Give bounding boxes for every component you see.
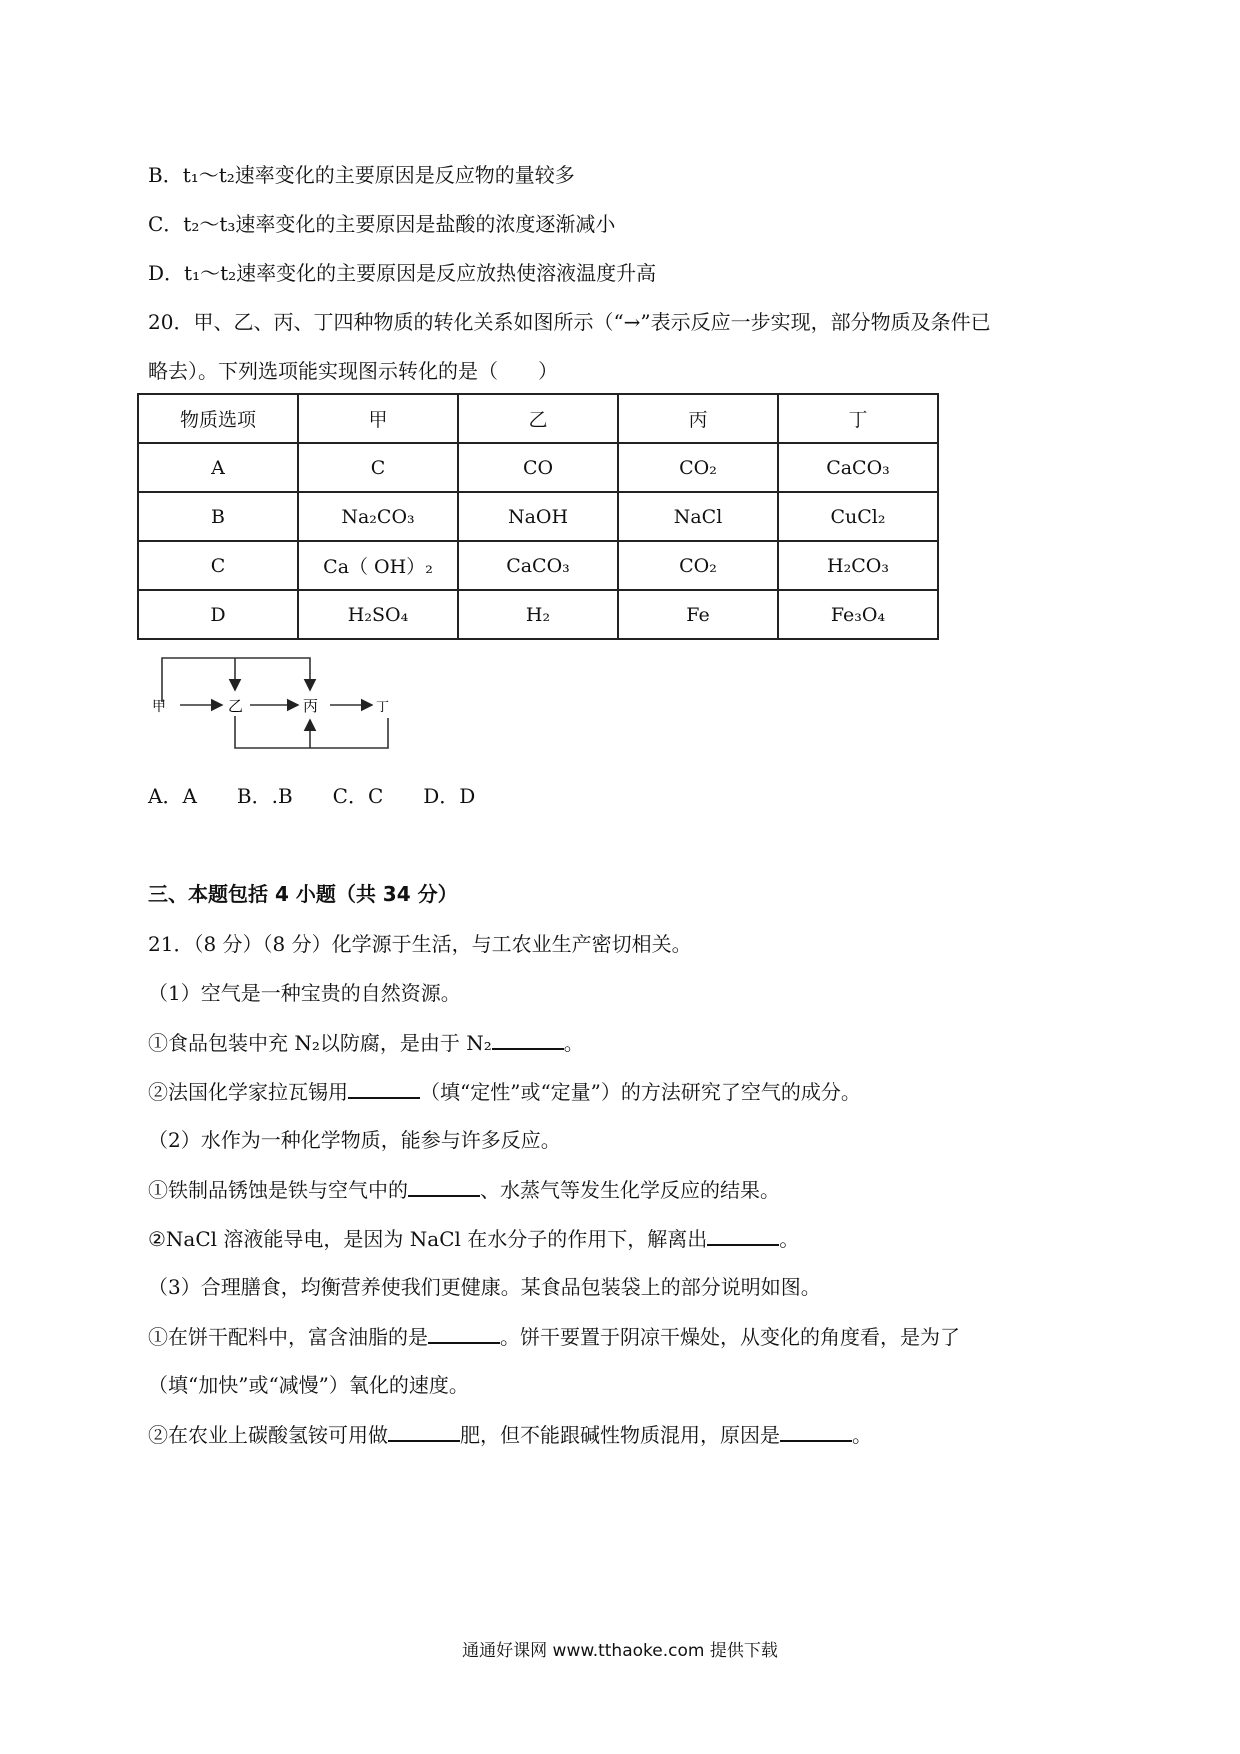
conversion-diagram (150, 648, 410, 758)
answer-blank[interactable] (492, 1028, 564, 1050)
text: ①食品包装中充 N₂以防腐，是由于 N₂ (148, 1031, 492, 1055)
text: 肥，但不能跟碱性物质混用，原因是 (460, 1423, 780, 1447)
label-jia: 甲 (152, 699, 166, 715)
q21-part3-a-line2: （填“加快”或“减慢”）氧化的速度。 (148, 1373, 469, 1397)
table-cell: D (138, 590, 298, 639)
table-row (138, 590, 938, 639)
q21-stem: 21．（8 分）（8 分）化学源于生活，与工农业生产密切相关。 (148, 932, 692, 956)
label-bing: 丙 (303, 697, 319, 715)
text: ②NaCl 溶液能导电，是因为 NaCl 在水分子的作用下，解离出 (148, 1227, 708, 1251)
q21-part2-b (148, 1224, 799, 1253)
text: 。 (779, 1227, 800, 1251)
text: ②法国化学家拉瓦锡用 (148, 1080, 348, 1104)
table-header-cell: 甲 (298, 394, 458, 443)
table-cell: H₂ (458, 590, 618, 639)
answer-blank[interactable] (348, 1077, 420, 1099)
page-footer: 通通好课网 www.tthaoke.com 提供下载 (462, 1641, 778, 1661)
table-cell: C (138, 541, 298, 590)
answer-blank[interactable] (428, 1322, 500, 1344)
q21-part2: （2）水作为一种化学物质，能参与许多反应。 (148, 1128, 561, 1152)
q20-answers: A．A B．.B C．C D．D (148, 784, 476, 808)
text: ②在农业上碳酸氢铵可用做 (148, 1423, 388, 1447)
q21-part3-b (148, 1420, 872, 1449)
table-header-cell: 丙 (618, 394, 778, 443)
table-cell: NaCl (618, 492, 778, 541)
table-cell: CaCO₃ (778, 443, 938, 492)
q21-part1: （1）空气是一种宝贵的自然资源。 (148, 981, 461, 1005)
table-header-cell: 物质选项 (138, 394, 298, 443)
table-header-cell: 丁 (778, 394, 938, 443)
answer-blank[interactable] (388, 1420, 460, 1442)
table-row (138, 443, 938, 492)
label-ding: 丁 (376, 700, 390, 715)
table-cell: Na₂CO₃ (298, 492, 458, 541)
table-cell: CO₂ (618, 541, 778, 590)
option-c: C．t₂～t₃速率变化的主要原因是盐酸的浓度逐渐减小 (148, 212, 616, 236)
text: ①铁制品锈蚀是铁与空气中的 (148, 1178, 408, 1202)
table-header-row (138, 394, 938, 443)
answer-blank[interactable] (707, 1224, 779, 1246)
table-cell: CuCl₂ (778, 492, 938, 541)
table-cell: Ca（ OH）₂ (298, 541, 458, 590)
text: 。饼干要置于阴凉干燥处，从变化的角度看，是为了 (500, 1325, 960, 1349)
table-cell: A (138, 443, 298, 492)
q21-part3: （3）合理膳食，均衡营养使我们更健康。某食品包装袋上的部分说明如图。 (148, 1275, 821, 1299)
text: 。 (852, 1423, 872, 1447)
q20-stem-line1: 20．甲、乙、丙、丁四种物质的转化关系如图所示（“→”表示反应一步实现，部分物质及条件已 (148, 310, 991, 334)
option-d: D．t₁～t₂速率变化的主要原因是反应放热使溶液温度升高 (148, 261, 657, 285)
q21-part1-a (148, 1028, 584, 1057)
q21-part1-b (148, 1077, 861, 1106)
table-cell: CaCO₃ (458, 541, 618, 590)
table-row (138, 492, 938, 541)
answer-blank[interactable] (408, 1175, 480, 1197)
table-cell: H₂SO₄ (298, 590, 458, 639)
table-cell: H₂CO₃ (778, 541, 938, 590)
table-cell: CO (458, 443, 618, 492)
label-yi: 乙 (228, 697, 244, 715)
answer-blank[interactable] (780, 1420, 852, 1442)
arrow-top-loop (162, 658, 310, 702)
option-b: B．t₁～t₂速率变化的主要原因是反应物的量较多 (148, 163, 575, 187)
text: ①在饼干配料中，富含油脂的是 (148, 1325, 428, 1349)
table-cell: Fe₃O₄ (778, 590, 938, 639)
substance-table (137, 393, 939, 640)
table-header-cell: 乙 (458, 394, 618, 443)
table-row (138, 541, 938, 590)
text: 。 (563, 1031, 584, 1055)
table-cell: CO₂ (618, 443, 778, 492)
section-heading: 三、本题包括 4 小题（共 34 分） (148, 882, 458, 906)
q20-stem-line2: 略去）。下列选项能实现图示转化的是（ ） (148, 359, 558, 383)
text: （填“定性”或“定量”）的方法研究了空气的成分。 (420, 1080, 861, 1104)
text: 、水蒸气等发生化学反应的结果。 (480, 1178, 780, 1202)
table-cell: NaOH (458, 492, 618, 541)
table-cell: C (298, 443, 458, 492)
q21-part2-a (148, 1175, 780, 1204)
q21-part3-a (148, 1322, 960, 1351)
table-cell: Fe (618, 590, 778, 639)
table-cell: B (138, 492, 298, 541)
arrow-bottom-loop (235, 716, 388, 748)
